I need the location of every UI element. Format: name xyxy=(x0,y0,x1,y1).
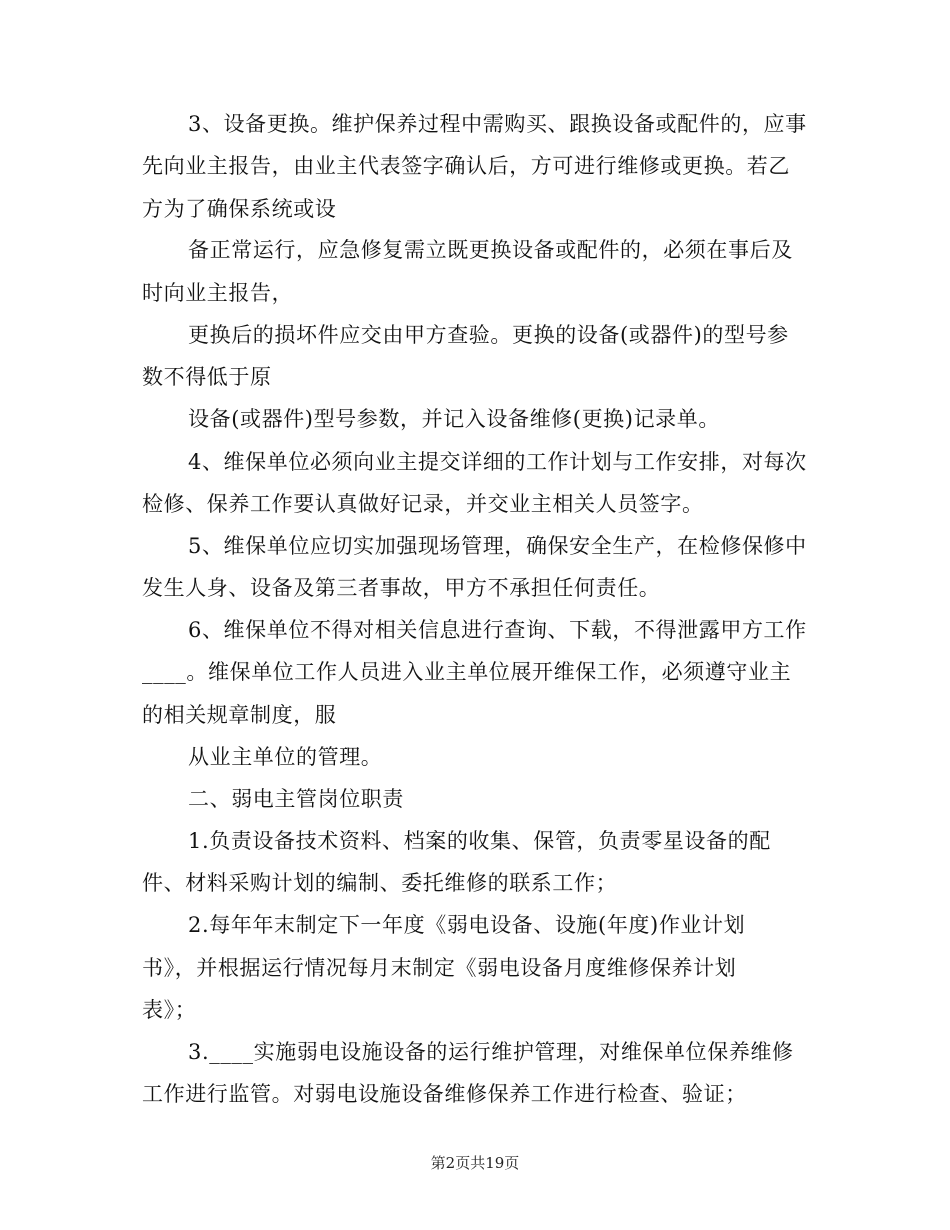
text-line: 的相关规章制度，服 xyxy=(142,703,337,727)
text-line: 备正常运行，应急修复需立既更换设备或配件的，必须在事后及 xyxy=(188,238,793,262)
text-line: 方为了确保系统或设 xyxy=(142,197,337,221)
text-line: 更换后的损坏件应交由甲方查验。更换的设备(或器件)的型号参 xyxy=(188,323,789,347)
text-line: 设备(或器件)型号参数，并记入设备维修(更换)记录单。 xyxy=(188,407,720,431)
text-line: 发生人身、设备及第三者事故，甲方不承担任何责任。 xyxy=(142,576,661,600)
text-line: 3.____实施弱电设施设备的运行维护管理，对维保单位保养维修 xyxy=(188,1040,794,1064)
text-line: 检修、保养工作要认真做好记录，并交业主相关人员签字。 xyxy=(142,492,704,516)
text-line: 1.负责设备技术资料、档案的收集、保管，负责零星设备的配 xyxy=(188,829,771,853)
text-line: 表》； xyxy=(142,998,197,1022)
text-line: 3、设备更换。维护保养过程中需购买、跟换设备或配件的，应事 xyxy=(188,112,807,136)
text-line: 4、维保单位必须向业主提交详细的工作计划与工作安排，对每次 xyxy=(188,450,807,474)
text-line: 工作进行监管。对弱电设施设备维修保养工作进行检查、验证； xyxy=(142,1082,747,1106)
page-number-footer: 第2页共19页 xyxy=(430,1154,520,1172)
text-line: 6、维保单位不得对相关信息进行查询、下载，不得泄露甲方工作 xyxy=(188,618,807,642)
text-line: 2.每年年末制定下一年度《弱电设备、设施(年度)作业计划 xyxy=(188,913,746,937)
section-heading: 二、弱电主管岗位职责 xyxy=(188,787,404,811)
text-line: 从业主单位的管理。 xyxy=(188,745,383,769)
text-line: ____。维保单位工作人员进入业主单位展开维保工作，必须遵守业主 xyxy=(142,660,792,684)
text-line: 件、材料采购计划的编制、委托维修的联系工作； xyxy=(142,871,618,895)
text-line: 时向业主报告， xyxy=(142,281,294,305)
text-line: 数不得低于原 xyxy=(142,365,272,389)
text-line: 先向业主报告，由业主代表签字确认后，方可进行维修或更换。若乙 xyxy=(142,154,790,178)
text-line: 书》，并根据运行情况每月末制定《弱电设备月度维修保养计划 xyxy=(142,956,737,980)
text-line: 5、维保单位应切实加强现场管理，确保安全生产，在检修保修中 xyxy=(188,534,807,558)
